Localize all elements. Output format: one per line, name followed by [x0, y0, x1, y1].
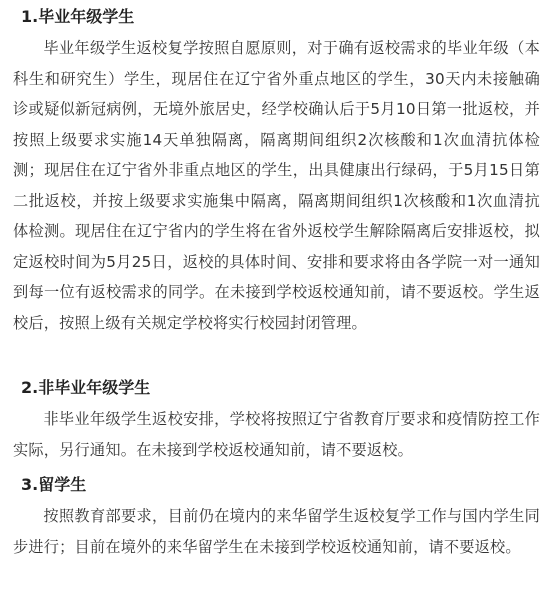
section-text-non-graduating-students: 非毕业年级学生返校安排，学校将按照辽宁省教育厅要求和疫情防控工作实际，另行通知。在未接到学校返校通知前，请不要返校。 [13, 410, 540, 459]
section-text-international-students: 按照教育部要求，目前仍在境内的来华留学生返校复学工作与国内学生同步进行；目前在境外的来华留学生在未接到学校返校通知前，请不要返校。 [13, 507, 540, 556]
section-title-non-graduating-students: 2.非毕业年级学生 [21, 378, 151, 397]
section-text-graduating-students: 毕业年级学生返校复学按照自愿原则，对于确有返校需求的毕业年级（本科生和研究生）学生，现居住在辽宁省外重点地区的学生，30天内未接触确诊或疑似新冠病例，无境外旅居史，经学校确认后于5月10日第一批返校，并按照上级要求实施14天单独隔离，隔离期间组织2次核酸和1次血清抗体检测；现居住在辽宁省外非重点地区的学生，出具健康出行绿码，于5月15日第二批返校，并按上级要求实施集中隔离，隔离期间组织1次核酸和1次血清抗体检测。现居住在辽宁省内的学生将在省外返校学生解除隔离后安排返校，拟定返校时间为5月25日，返校的具体时间、安排和要求将由各学院一对一通知到每一位有返校需求的同学。在未接到学校返校通知前，请不要返校。学生返校后，按照上级有关规定学校将实行校园封闭管理。 [13, 39, 540, 332]
section-title-graduating-students: 1.毕业年级学生 [21, 7, 135, 26]
section-title-international-students: 3.留学生 [21, 475, 87, 494]
